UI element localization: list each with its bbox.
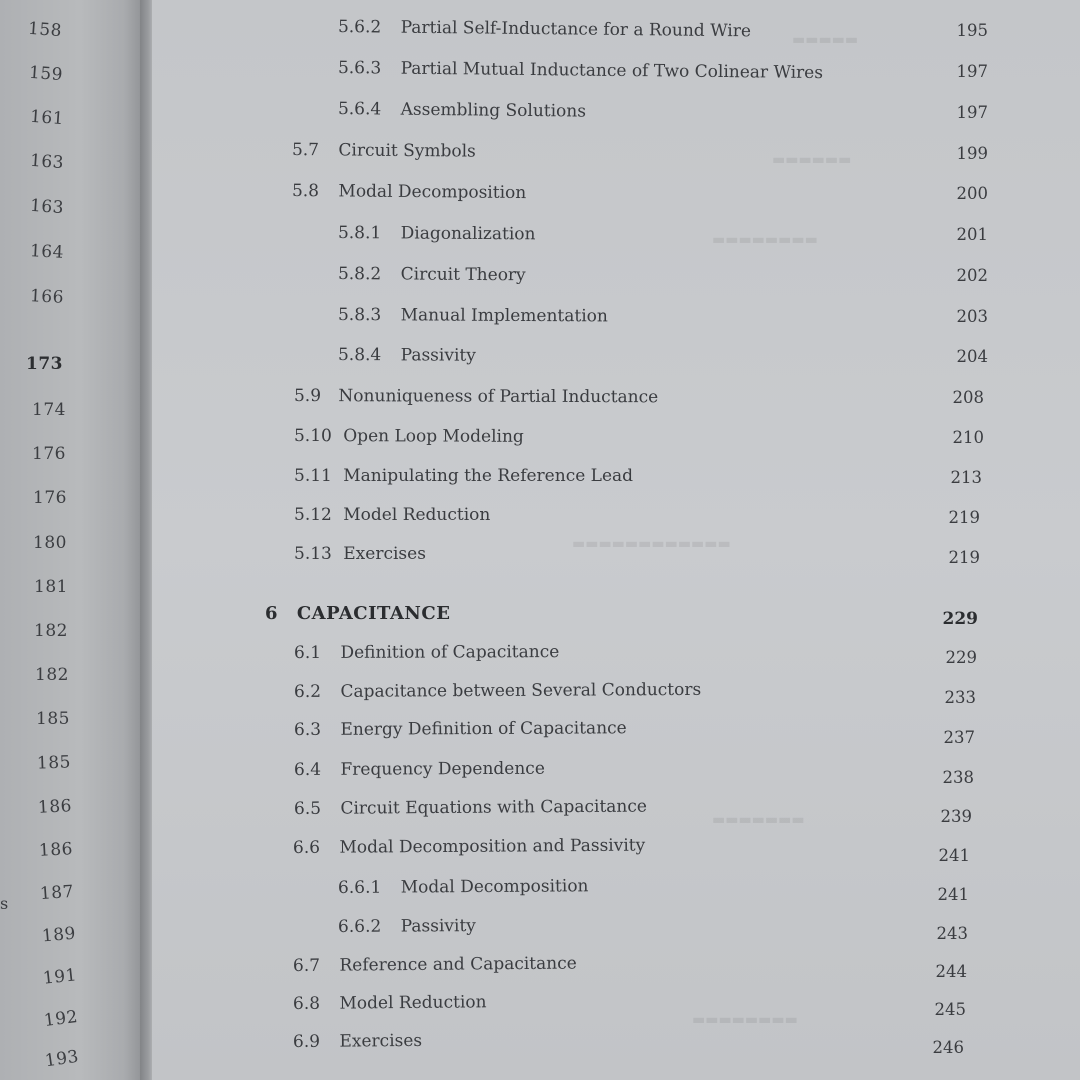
left-page	[0, 0, 146, 1080]
toc-entry-number: 6.9	[292, 1031, 321, 1052]
toc-entry-page: 210	[952, 428, 984, 447]
toc-entry-title: Energy Definition of Capacitance	[340, 718, 627, 740]
left-page-number: 185	[36, 709, 70, 729]
toc-entry-title: Diagonalization	[400, 223, 536, 245]
toc-entry-page: 229	[945, 648, 977, 667]
toc-entry-title: Modal Decomposition and Passivity	[339, 835, 646, 858]
toc-entry-number: 5.9	[293, 386, 322, 407]
toc-entry-number: 5.13	[294, 544, 332, 564]
toc-entry-number: 6.7	[292, 955, 321, 976]
toc-entry-title: Partial Mutual Inductance of Two Colinear Wires	[400, 58, 824, 84]
left-page-number: 180	[33, 533, 67, 553]
toc-entry-number: 5.10	[293, 426, 332, 447]
left-page-number: 163	[29, 195, 65, 219]
left-page-number: 185	[36, 752, 72, 774]
left-page-number: 189	[41, 923, 77, 947]
toc-entry-number: 6.5	[293, 798, 322, 819]
toc-entry-page: 197	[956, 62, 988, 81]
toc-entry-title: Partial Self-Inductance for a Round Wire	[400, 17, 752, 42]
toc-entry-number: 5.6.4	[337, 99, 382, 120]
left-page-number: 191	[42, 965, 78, 989]
toc-entry-title: Manual Implementation	[400, 305, 608, 327]
toc-entry-number: 6.1	[293, 642, 322, 663]
left-page-number: 182	[35, 665, 69, 685]
toc-entry-title: Manipulating the Reference Lead	[343, 466, 634, 486]
toc-entry-number: 6.6.1	[337, 877, 382, 898]
left-page-number: 187	[39, 881, 75, 905]
toc-entry-number: 5.8.1	[337, 223, 382, 244]
toc-entry-page: 239	[940, 807, 972, 826]
toc-entry-page: 208	[952, 388, 984, 407]
left-page-number: 161	[29, 106, 65, 130]
toc-entry-number: 5.12	[294, 505, 332, 525]
show-through: ▬▬▬▬▬▬	[772, 152, 852, 168]
toc-entry-title: Exercises	[343, 544, 426, 564]
toc-entry-number: 5.7	[291, 140, 320, 161]
toc-entry-title: Modal Decomposition	[400, 876, 589, 898]
toc-entry-title: Capacitance between Several Conductors	[340, 679, 702, 702]
toc-entry-number: 5.8.3	[337, 305, 382, 326]
toc-entry-number: 5.8.2	[337, 264, 382, 285]
toc-entry-title: Circuit Symbols	[338, 140, 476, 162]
toc-entry-title: Nonuniqueness of Partial Inductance	[338, 386, 659, 408]
left-page-number: 158	[27, 18, 63, 42]
toc-entry-number: 5.8	[291, 181, 320, 202]
toc-entry-number: 5.6.3	[337, 58, 382, 79]
toc-entry-number: 6.8	[292, 993, 321, 1014]
toc-entry-page: 219	[948, 548, 980, 567]
left-page-number: 159	[28, 62, 64, 86]
left-page-number: 182	[34, 621, 68, 641]
show-through: ▬▬▬▬▬▬▬▬	[712, 232, 818, 248]
show-through: ▬▬▬▬▬▬▬▬	[692, 1012, 798, 1028]
toc-entry-title: Definition of Capacitance	[340, 642, 560, 663]
toc-entry-title: Reference and Capacitance	[339, 953, 577, 976]
left-page-number: 192	[42, 1007, 80, 1031]
left-page-number: 193	[43, 1046, 81, 1072]
toc-entry-page: 204	[956, 347, 988, 366]
toc-chapter-title: CAPACITANCE	[296, 603, 451, 624]
toc-entry-title: Circuit Equations with Capacitance	[340, 796, 647, 819]
left-page-number: 176	[32, 444, 66, 464]
toc-entry-page: 197	[956, 103, 988, 122]
left-page-number: 166	[29, 286, 65, 308]
toc-chapter-page: 229	[942, 609, 978, 629]
toc-entry-page: 246	[932, 1038, 964, 1057]
toc-entry-page: 241	[938, 846, 970, 865]
toc-entry-page: 213	[950, 468, 982, 487]
toc-entry-page: 219	[948, 508, 980, 527]
toc-entry-page: 233	[944, 688, 976, 707]
toc-entry-page: 195	[956, 21, 988, 40]
toc-entry-number: 6.6	[292, 837, 321, 858]
toc-entry-page: 237	[943, 728, 975, 747]
show-through: ▬▬▬▬▬▬▬▬▬▬▬▬	[572, 536, 731, 552]
toc-entry-page: 245	[934, 1000, 966, 1019]
left-page-number: 176	[33, 488, 67, 508]
toc-entry-page: 201	[956, 225, 988, 244]
left-page-number: 186	[37, 796, 73, 818]
toc-entry-title: Frequency Dependence	[340, 758, 545, 780]
toc-entry-number: 6.2	[293, 681, 322, 702]
left-page-number: 164	[29, 241, 65, 263]
show-through: ▬▬▬▬▬▬▬	[712, 812, 805, 828]
toc-entry-page: 244	[935, 962, 967, 981]
show-through: ▬▬▬▬▬	[792, 32, 859, 48]
toc-entry-title: Circuit Theory	[400, 264, 526, 286]
toc-entry-page: 238	[942, 768, 974, 787]
toc-entry-title: Open Loop Modeling	[343, 426, 524, 447]
toc-entry-number: 6.6.2	[337, 916, 382, 937]
toc-entry-page: 241	[937, 885, 969, 904]
left-page-edge-text: s	[0, 894, 9, 913]
toc-entry-title: Exercises	[339, 1030, 423, 1052]
toc-entry-title: Modal Decomposition	[338, 181, 527, 204]
toc-entry-number: 6.3	[293, 719, 322, 740]
toc-entry-number: 5.6.2	[337, 17, 382, 38]
toc-entry-number: 6.4	[293, 759, 322, 780]
toc-entry-page: 202	[956, 266, 988, 285]
toc-entry-number: 5.8.4	[337, 345, 382, 366]
toc-entry-page: 200	[956, 184, 988, 203]
toc-entry-title: Model Reduction	[339, 992, 487, 1014]
right-page	[152, 0, 1080, 1080]
left-page-number: 173	[26, 354, 63, 374]
toc-entry-title: Passivity	[400, 345, 476, 366]
toc-entry-number: 5.11	[294, 466, 332, 486]
toc-entry-title: Assembling Solutions	[400, 99, 587, 122]
toc-entry-title: Passivity	[400, 916, 476, 937]
toc-entry-page: 203	[956, 307, 988, 326]
left-page-number: 163	[29, 150, 65, 174]
toc-entry-page: 199	[956, 144, 988, 163]
toc-entry-title: Model Reduction	[343, 505, 491, 525]
toc-chapter-number: 6	[265, 603, 279, 624]
left-page-number: 174	[32, 400, 66, 420]
left-page-number: 181	[34, 577, 68, 597]
left-page-number: 186	[38, 839, 74, 861]
toc-entry-page: 243	[936, 924, 968, 943]
